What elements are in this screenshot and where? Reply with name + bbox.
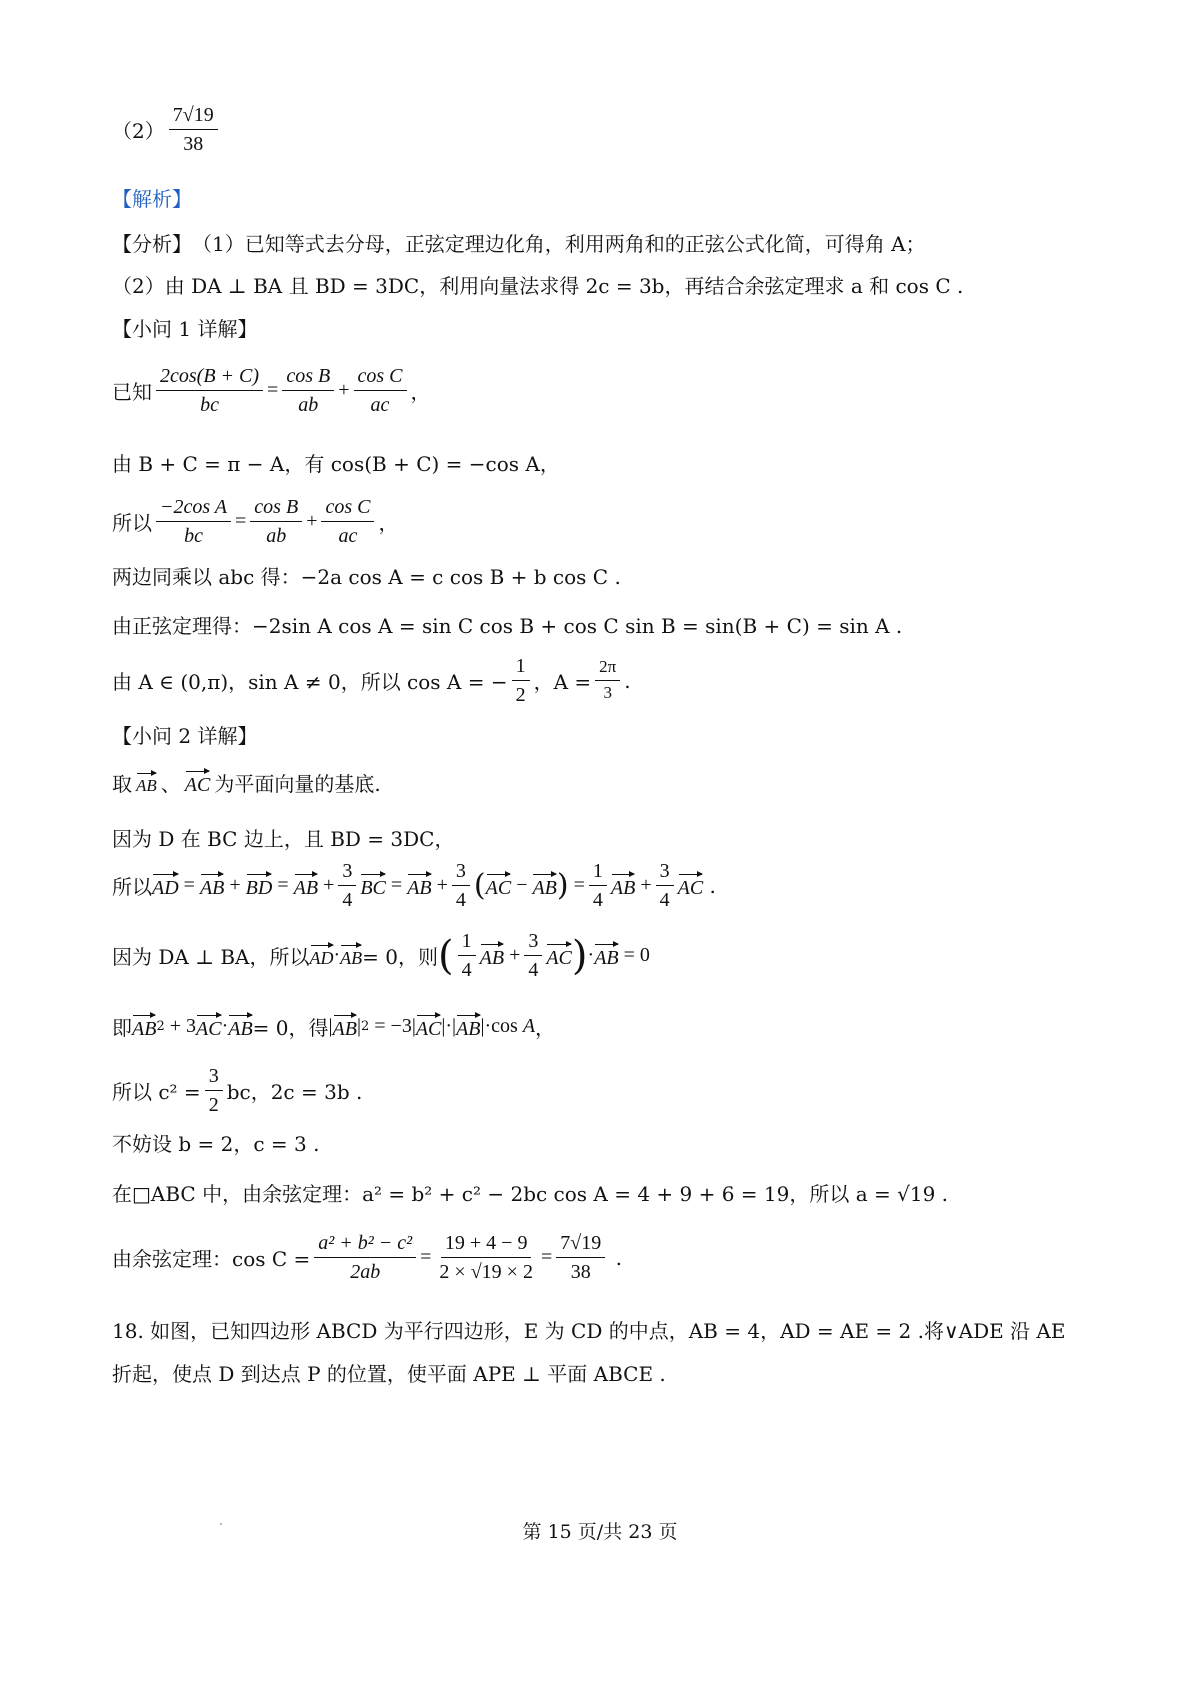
eq-multiply: 两边同乘以 abc 得：−2a cos A = c cos B + b cos C . xyxy=(112,565,621,589)
problem-18-line-2: 折起，使点 D 到达点 P 的位置，使平面 APE ⊥ 平面 ABCE . xyxy=(112,1362,666,1386)
answer-2-fraction: $\frac{7√19}{38}$ xyxy=(169,104,218,155)
fenxi-line-2: （2）由 DA ⊥ BA 且 BD = 3DC，利用向量法求得 2c = 3b，再结合余弦定理求 a 和 cos C . xyxy=(112,274,964,298)
eq-cosine-law-a: 在□ABC 中，由余弦定理：a² = b² + c² − 2bc cos A = 4 + 9 + 6 = 19，所以 a = √19 . xyxy=(112,1182,949,1206)
eq-angle-a: 由 A ∈ (0,π)，sin A ≠ 0，所以 cos A = − $\frac{1}{2}$ ，A = $\frac{2\pi}{3}$ . xyxy=(112,655,631,706)
eq-basis: 取 AB 、 AC 为平面向量的基底. xyxy=(112,768,381,797)
eq-c-squared: 所以 c² = $\frac{3}{2}$ bc，2c = 3b . xyxy=(112,1065,363,1116)
eq-d-on-bc: 因为 D 在 BC 边上，且 BD = 3DC， xyxy=(112,827,455,851)
part-1-heading: 【小问 1 详解】 xyxy=(112,317,258,341)
eq-given: 已知 $\frac{2\cos(B + C)}{bc}$ = $\frac{\text{cos B}}{ab}$ + $\frac{\text{cos C}}{ac}$ ， xyxy=(112,365,431,416)
eq-perpendicular: 因为 DA ⊥ BA，所以 AD · AB = 0，则 ( $\frac{1}{4}$ AB + $\frac{3}{4}$ AC ) · AB = 0 xyxy=(112,930,650,981)
part-2-heading: 【小问 2 详解】 xyxy=(112,724,258,748)
eq-assume: 不妨设 b = 2，c = 3 . xyxy=(112,1132,320,1156)
eq-sine-law: 由正弦定理得：−2sin A cos A = sin C cos B + cos C sin B = sin(B + C) = sin A . xyxy=(112,614,903,638)
jiexi-heading: 【解析】 xyxy=(112,187,192,211)
eq-dot-product: 即 AB 2 + 3 AC · AB = 0，得 | AB | 2 = −3| AC |·| AB |·cos A ， xyxy=(112,1012,555,1041)
eq-substituted: 所以 $\frac{\text{−2cos A}}{bc}$ = $\frac{\text{cos B}}{ab}$ + $\frac{\text{cos C}}{ac}$ ， xyxy=(112,496,399,547)
fenxi-line-1: 【分析】 （1）已知等式去分母，正弦定理边化角，利用两角和的正弦公式化简，可得角 A； xyxy=(112,232,926,256)
eq-bc-pi: 由 B + C = π − A，有 cos(B + C) = −cos A， xyxy=(112,452,560,476)
problem-18-line-1: 18. 如图，已知四边形 ABCD 为平行四边形，E 为 CD 的中点，AB = 4，AD = AE = 2 .将∨ADE 沿 AE xyxy=(112,1319,1066,1343)
answer-2-label: （2） xyxy=(112,119,165,143)
page-footer: 第 15 页/共 23 页 xyxy=(522,1521,678,1543)
eq-vector-ad: 所以 AD = AB + BD = AB + $\frac{3}{4}$ BC = AB + $\frac{3}{4}$ ( AC − AB ) = $\frac{1}{4}$ AB + $\frac{3}{4}$ AC . xyxy=(112,860,716,911)
eq-cos-c: 由余弦定理：cos C = $\frac{\text{a² + b² − c²}}{2ab}$ = $\frac{19 + 4 - 9}{2 \times √19 \times 2}$ = $\frac{7√19}{38}$ . xyxy=(112,1232,622,1283)
answer-2 xyxy=(112,104,222,155)
